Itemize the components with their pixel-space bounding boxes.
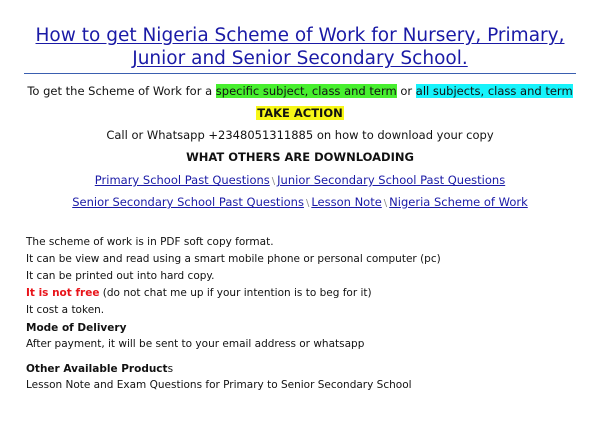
others-heading: WHAT OTHERS ARE DOWNLOADING <box>186 150 414 164</box>
link-separator: \ <box>305 198 310 209</box>
junior-past-questions-link[interactable]: Junior Secondary School Past Questions <box>277 173 506 187</box>
delivery-heading: Mode of Delivery <box>26 322 127 334</box>
link-separator: \ <box>383 198 388 209</box>
detail-cost: It cost a token. <box>26 304 105 316</box>
links-row-2 <box>0 195 600 209</box>
detail-not-free <box>26 287 372 299</box>
other-products-heading-tail: s <box>167 363 174 375</box>
detail-print: It can be printed out into hard copy. <box>26 270 215 282</box>
scheme-of-work-link[interactable]: Nigeria Scheme of Work <box>389 195 528 209</box>
other-products-text: Lesson Note and Exam Questions for Primary to Senior Secondary School <box>26 379 412 391</box>
link-separator: \ <box>271 176 276 187</box>
other-products-heading-bold: Other Available Product <box>26 363 168 375</box>
intro-prefix: To get the Scheme of Work for a <box>27 84 216 98</box>
highlight-all-subjects: all subjects, class and term <box>415 84 573 98</box>
take-action-line <box>0 106 600 120</box>
not-free-note: (do not chat me up if your intention is to beg for it) <box>99 287 372 299</box>
primary-past-questions-link[interactable]: Primary School Past Questions <box>94 173 270 187</box>
intro-line <box>0 84 600 98</box>
other-products-heading <box>26 363 173 375</box>
take-action-label: TAKE ACTION <box>257 106 343 120</box>
senior-past-questions-link[interactable]: Senior Secondary School Past Questions <box>72 195 304 209</box>
detail-view: It can be view and read using a smart mobile phone or personal computer (pc) <box>26 253 441 265</box>
not-free-label: It is not free <box>26 287 100 299</box>
detail-format: The scheme of work is in PDF soft copy format. <box>26 236 274 248</box>
contact-line: Call or Whatsapp +2348051311885 on how to download your copy <box>106 128 494 142</box>
title-divider <box>24 73 576 74</box>
page-title[interactable]: How to get Nigeria Scheme of Work for Nursery, Primary, Junior and Senior Secondary School. <box>35 25 565 69</box>
highlight-specific-subject: specific subject, class and term <box>215 84 397 98</box>
delivery-text: After payment, it will be sent to your email address or whatsapp <box>26 338 365 350</box>
lesson-note-link[interactable]: Lesson Note <box>311 195 382 209</box>
intro-middle: or <box>396 84 416 98</box>
links-row-1 <box>0 173 600 187</box>
